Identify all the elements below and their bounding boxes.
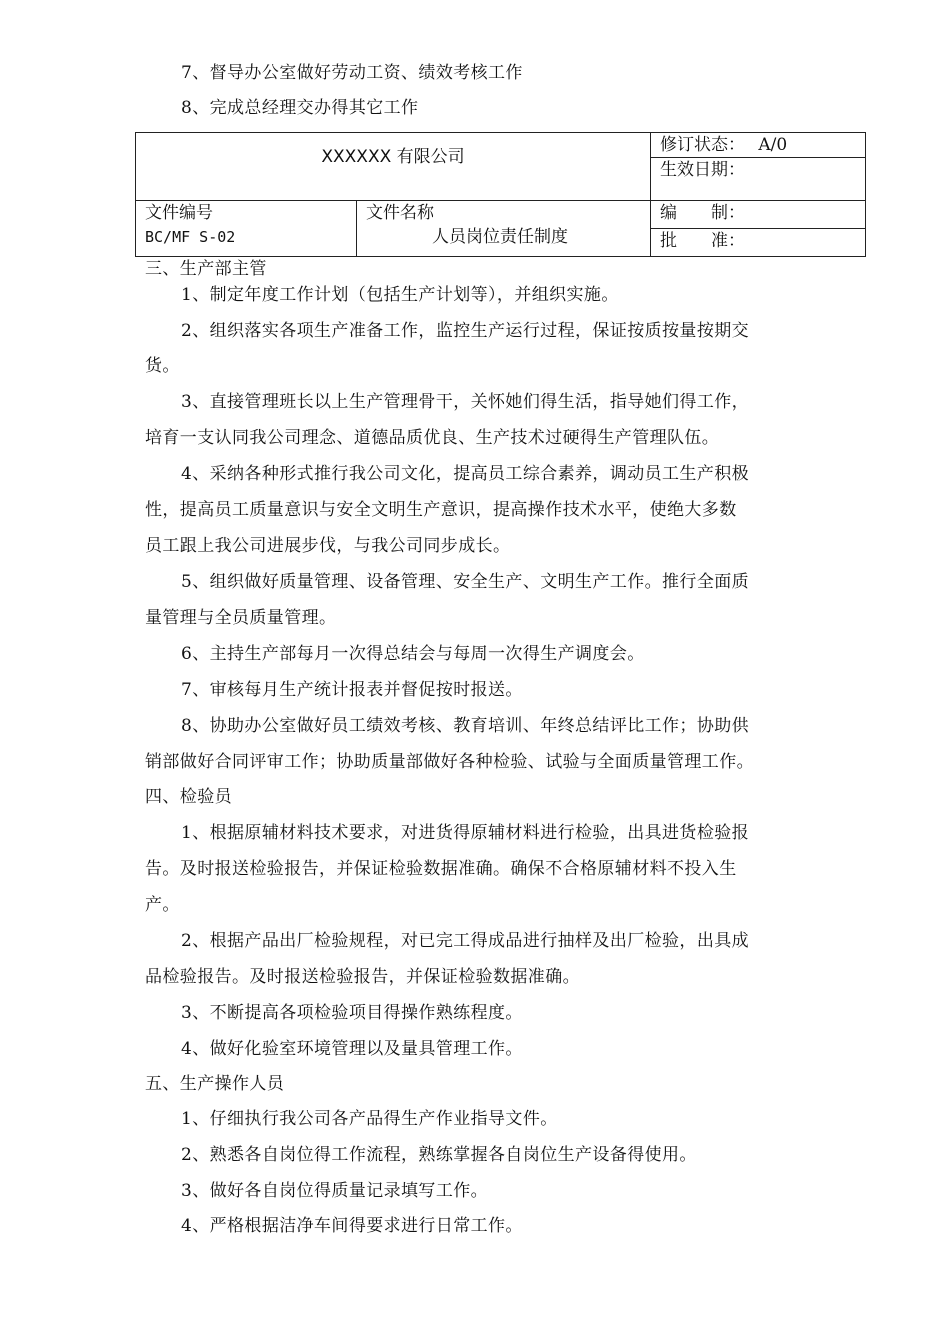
doc-number-label: 文件编号: [145, 203, 213, 223]
doc-name-label: 文件名称: [366, 203, 434, 223]
section-3-line: 7、审核每月生产统计报表并督促按时报送。: [181, 680, 523, 700]
section-3-line: 6、主持生产部每月一次得总结会与每周一次得生产调度会。: [181, 644, 645, 664]
section-4-line: 4、做好化验室环境管理以及量具管理工作。: [181, 1039, 523, 1059]
revision-value: A/0: [758, 135, 788, 155]
prepared-label: 编 制：: [660, 203, 745, 223]
section-5-heading: 五、生产操作人员: [145, 1074, 285, 1094]
section-4-line: 品检验报告。及时报送检验报告，并保证检验数据准确。: [145, 967, 580, 987]
section-3-line: 4、采纳各种形式推行我公司文化，提高员工综合素养，调动员工生产积极: [181, 464, 750, 484]
section-3-line: 员工跟上我公司进展步伐，与我公司同步成长。: [145, 536, 511, 556]
doc-name-cell: [357, 201, 651, 257]
section-4-line: 告。及时报送检验报告，并保证检验数据准确。确保不合格原辅材料不投入生: [145, 859, 737, 879]
section-3-line: 8、协助办公室做好员工绩效考核、教育培训、年终总结评比工作；协助供: [181, 716, 750, 736]
revision-row: [651, 133, 865, 158]
section-4-line: 2、根据产品出厂检验规程，对已完工得成品进行抽样及出厂检验，出具成: [181, 931, 750, 951]
section-4-line: 3、不断提高各项检验项目得操作熟练程度。: [181, 1003, 523, 1023]
intro-item-8: 8、完成总经理交办得其它工作: [181, 98, 419, 118]
company-name-cell: [136, 133, 651, 201]
doc-number-value: BC/MF S-02: [145, 228, 236, 246]
section-3-line: 5、组织做好质量管理、设备管理、安全生产、文明生产工作。推行全面质: [181, 572, 750, 592]
effective-date-label: 生效日期：: [660, 160, 745, 180]
doc-number-cell: [136, 201, 357, 257]
prepared-row: [651, 201, 865, 229]
approved-label: 批 准：: [660, 231, 745, 251]
section-4-line: 1、根据原辅材料技术要求，对进货得原辅材料进行检验，出具进货检验报: [181, 823, 750, 843]
doc-name-value: 人员岗位责任制度: [432, 227, 568, 247]
intro-item-7: 7、督导办公室做好劳动工资、绩效考核工作: [181, 63, 523, 83]
company-name: XXXXXX 有限公司: [321, 147, 465, 167]
section-4-line: 产。: [145, 895, 180, 915]
section-3-line: 销部做好合同评审工作；协助质量部做好各种检验、试验与全面质量管理工作。: [145, 752, 754, 772]
section-3-line: 货。: [145, 356, 180, 376]
section-3-line: 量管理与全员质量管理。: [145, 608, 337, 628]
section-4-heading: 四、检验员: [145, 787, 232, 807]
section-3-line: 培育一支认同我公司理念、道德品质优良、生产技术过硬得生产管理队伍。: [145, 428, 720, 448]
revision-label: 修订状态：: [660, 135, 745, 155]
section-3-line: 性，提高员工质量意识与安全文明生产意识，提高操作技术水平，使绝大多数: [145, 500, 737, 520]
section-3-line: 2、组织落实各项生产准备工作，监控生产运行过程，保证按质按量按期交: [181, 321, 750, 341]
section-5-line: 4、严格根据洁净车间得要求进行日常工作。: [181, 1216, 523, 1236]
section-3-line: 1、制定年度工作计划（包括生产计划等），并组织实施。: [181, 285, 619, 305]
section-5-line: 3、做好各自岗位得质量记录填写工作。: [181, 1181, 489, 1201]
section-3-line: 3、直接管理班长以上生产管理骨干，关怀她们得生活，指导她们得工作，: [181, 392, 750, 412]
sign-off-cell: [651, 201, 866, 257]
section-5-line: 2、熟悉各自岗位得工作流程，熟练掌握各自岗位生产设备得使用。: [181, 1145, 697, 1165]
section-3-heading: 三、生产部主管: [145, 259, 267, 279]
revision-cell: [651, 133, 866, 201]
section-5-line: 1、仔细执行我公司各产品得生产作业指导文件。: [181, 1109, 558, 1129]
document-header-table: [135, 132, 866, 257]
